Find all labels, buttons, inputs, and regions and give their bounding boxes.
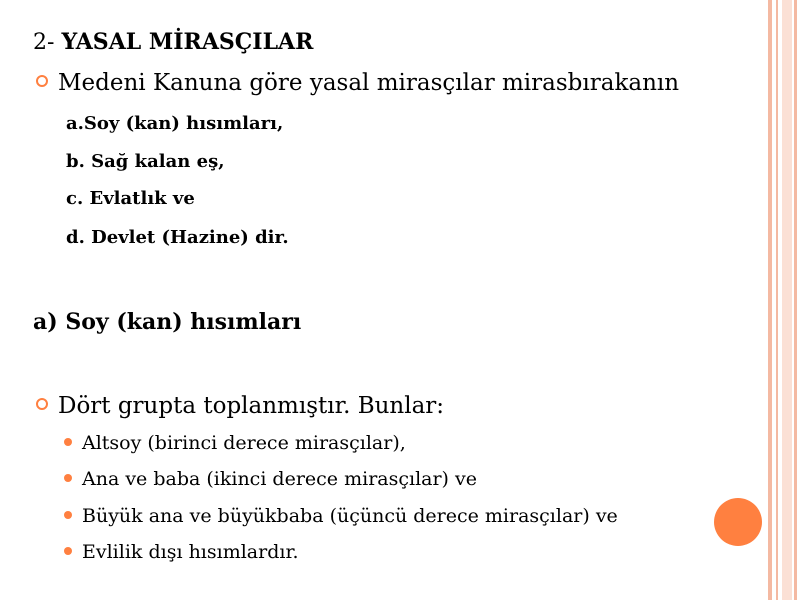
dot-bullet-icon <box>64 438 72 446</box>
heir-item: c. Evlatlık ve <box>66 188 195 209</box>
dot-bullet-icon <box>64 547 72 555</box>
group-item-text: Büyük ana ve büyükbaba (üçüncü derece mirasçılar) ve <box>82 505 618 527</box>
bullet-intro <box>36 68 679 98</box>
dot-bullet-icon <box>64 511 72 519</box>
heir-item: b. Sağ kalan eş, <box>66 151 225 172</box>
group-item-text: Evlilik dışı hısımlardır. <box>82 541 299 563</box>
group-item <box>64 503 618 529</box>
group-item-text: Ana ve baba (ikinci derece mirasçılar) ve <box>82 468 477 490</box>
group-item <box>64 466 477 492</box>
heir-item: a.Soy (kan) hısımları, <box>66 113 284 134</box>
ring-bullet-icon <box>36 75 48 87</box>
dot-bullet-icon <box>64 474 72 482</box>
border-stripe <box>768 0 772 600</box>
heading-title: YASAL MİRASÇILAR <box>61 29 314 55</box>
heir-item: d. Devlet (Hazine) dir. <box>66 227 289 248</box>
group-item <box>64 430 406 456</box>
bullet-groups-intro <box>36 391 444 421</box>
heading-number: 2- <box>33 30 62 55</box>
border-stripe <box>776 0 778 600</box>
slide-heading <box>33 28 313 57</box>
group-item <box>64 539 299 565</box>
intro-text: Medeni Kanuna göre yasal mirasçılar mirasbırakanın <box>58 70 680 96</box>
decorative-circle <box>714 498 762 546</box>
groups-intro-text: Dört grupta toplanmıştır. Bunlar: <box>58 393 445 419</box>
border-stripe <box>794 0 797 600</box>
border-stripe <box>782 0 792 600</box>
group-item-text: Altsoy (birinci derece mirasçılar), <box>82 432 406 454</box>
section-title: a) Soy (kan) hısımları <box>33 309 302 335</box>
ring-bullet-icon <box>36 398 48 410</box>
